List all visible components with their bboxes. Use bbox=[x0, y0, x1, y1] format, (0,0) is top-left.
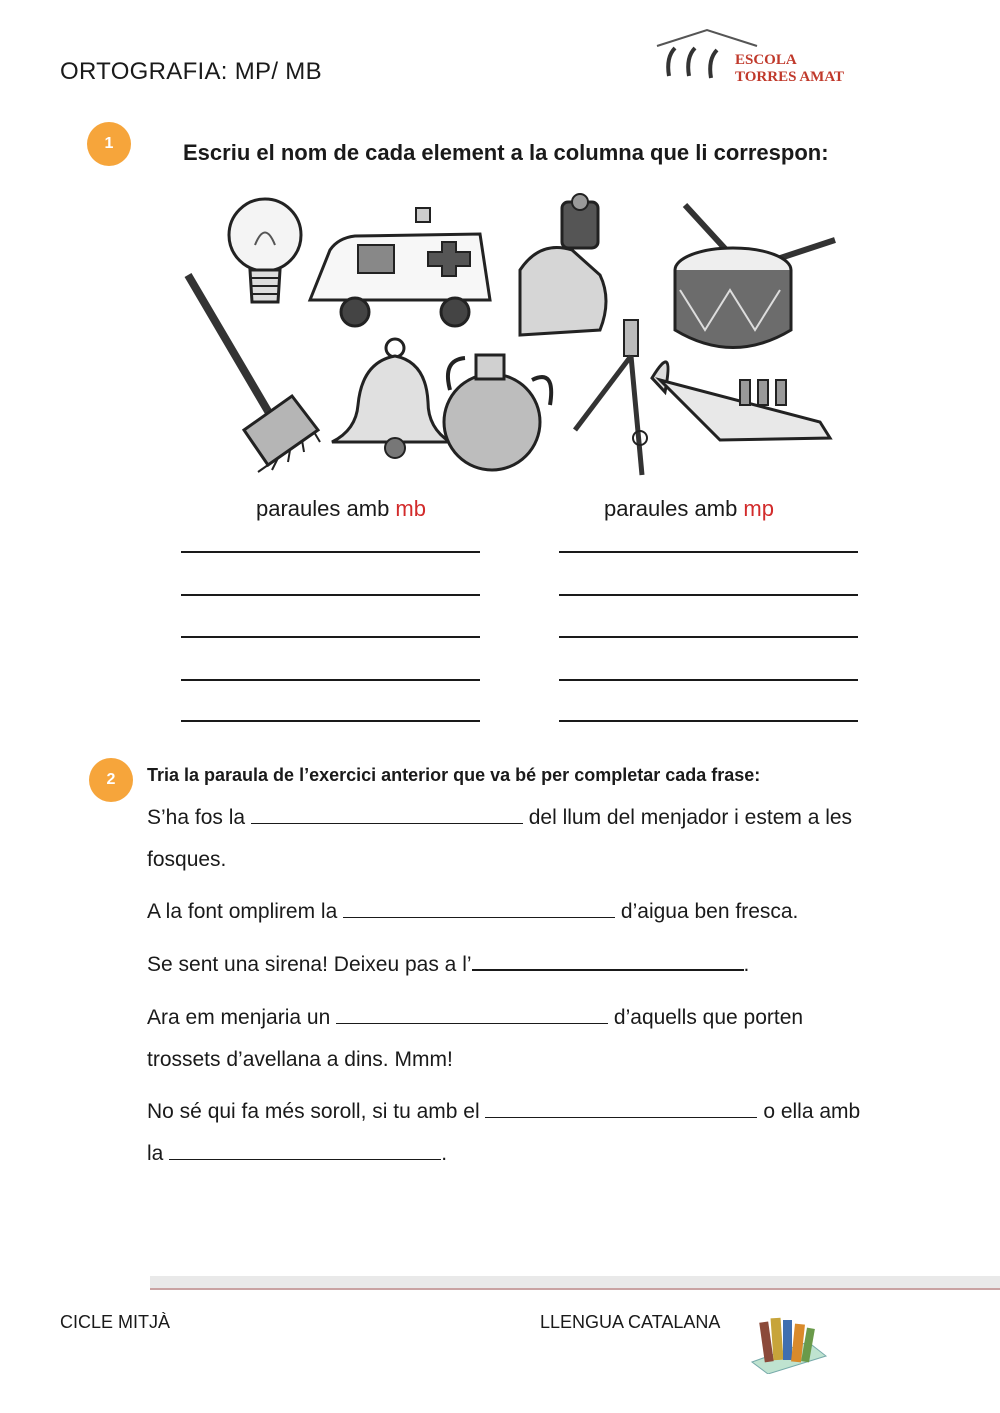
fill-blank-2[interactable] bbox=[343, 895, 615, 918]
compass-icon bbox=[575, 320, 647, 475]
bonbon-icon bbox=[520, 194, 606, 335]
trumpet-icon bbox=[652, 362, 830, 440]
light-bulb-icon bbox=[229, 199, 301, 302]
page-title: ORTOGRAFIA: MP/ MB bbox=[60, 58, 322, 85]
school-logo-text bbox=[735, 52, 844, 86]
answer-line-mp-5[interactable] bbox=[559, 720, 858, 722]
answer-line-mb-3[interactable] bbox=[181, 636, 480, 638]
sentence-1 bbox=[147, 797, 877, 881]
sentence-text: . bbox=[743, 953, 750, 976]
fill-blank-4[interactable] bbox=[336, 1001, 608, 1024]
sentence-text: . bbox=[441, 1142, 448, 1165]
broom-icon bbox=[188, 275, 320, 472]
sentence-text: Se sent una sirena! Deixeu pas a l’ bbox=[147, 953, 472, 976]
logo-line-2: TORRES AMAT bbox=[735, 69, 845, 85]
column-header-mb bbox=[256, 496, 426, 522]
footer-subject: LLENGUA CATALANA bbox=[540, 1312, 721, 1332]
column-header-mp bbox=[604, 496, 774, 522]
logo-line-1: ESCOLA bbox=[735, 52, 797, 68]
ambulance-icon bbox=[310, 208, 490, 326]
answer-line-mb-1[interactable] bbox=[181, 551, 480, 553]
fill-blank-3[interactable] bbox=[472, 947, 744, 971]
books-icon bbox=[748, 1312, 828, 1374]
sentence-3 bbox=[147, 944, 877, 986]
exercise-1-instruction: Escriu el nom de cada element a la columna que li correspon: bbox=[183, 140, 829, 165]
fill-blank-6[interactable] bbox=[169, 1137, 441, 1160]
sentence-text: del llum del menjador i estem a les fosques. bbox=[147, 806, 853, 871]
sentence-text: d’aquells que porten trossets d’avellana a dins. Mmm! bbox=[147, 1006, 804, 1071]
sentence-text: Ara em menjaria un bbox=[147, 1006, 337, 1029]
answer-line-mp-2[interactable] bbox=[559, 594, 858, 596]
answer-line-mb-5[interactable] bbox=[181, 720, 480, 722]
sentence-2 bbox=[147, 891, 877, 933]
fill-blank-5[interactable] bbox=[485, 1095, 757, 1118]
sentence-text: S’ha fos la bbox=[147, 806, 251, 829]
answer-line-mp-1[interactable] bbox=[559, 551, 858, 553]
sentence-text: d’aigua ben fresca. bbox=[615, 900, 799, 923]
column-header-prefix: paraules amb bbox=[256, 496, 396, 521]
sentence-5 bbox=[147, 1091, 877, 1175]
column-header-prefix: paraules amb bbox=[604, 496, 744, 521]
sentence-text: No sé qui fa més soroll, si tu amb el bbox=[147, 1100, 486, 1123]
column-header-accent: mp bbox=[743, 496, 774, 521]
exercise-2-badge: 2 bbox=[89, 758, 133, 802]
sentence-text: A la font omplirem la bbox=[147, 900, 344, 923]
exercise-1-badge: 1 bbox=[87, 122, 131, 166]
answer-line-mp-3[interactable] bbox=[559, 636, 858, 638]
exercise-2-instruction: Tria la paraula de l’exercici anterior que va bé per completar cada frase: bbox=[147, 765, 761, 785]
bell-icon bbox=[332, 339, 450, 458]
column-header-accent: mb bbox=[395, 496, 426, 521]
footer-cycle: CICLE MITJÀ bbox=[60, 1312, 171, 1332]
canteen-icon bbox=[444, 355, 551, 470]
footer-divider bbox=[150, 1276, 1000, 1290]
answer-line-mb-4[interactable] bbox=[181, 679, 480, 681]
exercise-1-illustration bbox=[180, 190, 860, 490]
drum-icon bbox=[675, 205, 835, 348]
sentence-text: o ella amb la bbox=[147, 1100, 861, 1165]
sentence-4 bbox=[147, 997, 877, 1081]
fill-blank-1[interactable] bbox=[251, 801, 523, 824]
answer-line-mb-2[interactable] bbox=[181, 594, 480, 596]
answer-line-mp-4[interactable] bbox=[559, 679, 858, 681]
